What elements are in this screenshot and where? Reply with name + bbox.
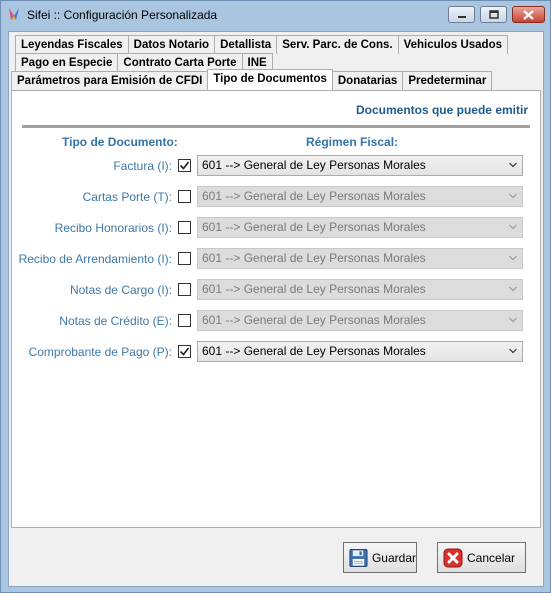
tab-ine[interactable]: INE bbox=[242, 53, 273, 72]
chevron-down-icon bbox=[509, 285, 517, 293]
regimen-fiscal-select[interactable] bbox=[197, 279, 523, 300]
floppy-disk-icon bbox=[348, 547, 369, 569]
tab-donatarias[interactable]: Donatarias bbox=[332, 71, 403, 90]
client-area bbox=[8, 31, 544, 587]
tab-vehiculos-usados[interactable]: Vehiculos Usados bbox=[398, 35, 508, 54]
minimize-button[interactable] bbox=[448, 6, 475, 23]
document-row bbox=[12, 186, 542, 208]
document-type-label: Notas de Crédito (E): bbox=[59, 314, 172, 328]
document-type-label: Recibo de Arrendamiento (I): bbox=[18, 252, 172, 266]
regimen-fiscal-value: 601 --> General de Ley Personas Morales bbox=[202, 251, 426, 265]
cancel-button[interactable] bbox=[437, 542, 526, 573]
document-enabled-checkbox[interactable] bbox=[178, 221, 191, 234]
document-type-label: Factura (I): bbox=[113, 159, 172, 173]
document-enabled-checkbox[interactable] bbox=[178, 283, 191, 296]
document-enabled-checkbox[interactable] bbox=[178, 159, 191, 172]
regimen-fiscal-value: 601 --> General de Ley Personas Morales bbox=[202, 158, 426, 172]
document-enabled-checkbox[interactable] bbox=[178, 252, 191, 265]
regimen-fiscal-value: 601 --> General de Ley Personas Morales bbox=[202, 344, 426, 358]
chevron-down-icon bbox=[509, 192, 517, 200]
regimen-fiscal-select[interactable] bbox=[197, 186, 523, 207]
column-header-regimen-fiscal: Régimen Fiscal: bbox=[306, 135, 399, 149]
save-button[interactable] bbox=[343, 542, 417, 573]
tab-contrato-carta-porte[interactable]: Contrato Carta Porte bbox=[117, 53, 242, 72]
chevron-down-icon bbox=[509, 347, 517, 355]
tab-predeterminar[interactable]: Predeterminar bbox=[402, 71, 492, 90]
document-row bbox=[12, 310, 542, 332]
title-bar[interactable] bbox=[1, 1, 550, 31]
tab-datos-notario[interactable]: Datos Notario bbox=[128, 35, 215, 54]
document-row bbox=[12, 217, 542, 239]
document-type-label: Recibo Honorarios (I): bbox=[54, 221, 172, 235]
tab-parametros-cfdi[interactable]: Parámetros para Emisión de CFDI bbox=[11, 71, 208, 90]
chevron-down-icon bbox=[509, 223, 517, 231]
panel-heading: Documentos que puede emitir bbox=[355, 103, 528, 117]
tab-detallista[interactable]: Detallista bbox=[214, 35, 277, 54]
document-row bbox=[12, 341, 542, 363]
regimen-fiscal-select[interactable] bbox=[197, 217, 523, 238]
checkmark-icon bbox=[179, 346, 190, 357]
chevron-down-icon bbox=[509, 254, 517, 262]
document-type-label: Cartas Porte (T): bbox=[82, 190, 172, 204]
tab-pago-en-especie[interactable]: Pago en Especie bbox=[15, 53, 118, 72]
window-title: Sifei :: Configuración Personalizada bbox=[27, 8, 218, 22]
minimize-icon bbox=[457, 11, 467, 19]
document-type-label: Notas de Cargo (I): bbox=[69, 283, 172, 297]
document-row bbox=[12, 279, 542, 301]
tab-row-3 bbox=[11, 71, 491, 90]
regimen-fiscal-select[interactable] bbox=[197, 155, 523, 176]
column-header-tipo-documento: Tipo de Documento: bbox=[62, 135, 178, 149]
regimen-fiscal-value: 601 --> General de Ley Personas Morales bbox=[202, 313, 426, 327]
maximize-icon bbox=[489, 10, 499, 19]
regimen-fiscal-select[interactable] bbox=[197, 341, 523, 362]
app-logo-icon bbox=[7, 7, 21, 21]
regimen-fiscal-value: 601 --> General de Ley Personas Morales bbox=[202, 282, 426, 296]
regimen-fiscal-select[interactable] bbox=[197, 248, 523, 269]
document-type-label: Comprobante de Pago (P): bbox=[28, 345, 172, 359]
chevron-down-icon bbox=[509, 161, 517, 169]
save-button-label: Guardar bbox=[371, 550, 416, 565]
tab-row-1 bbox=[15, 35, 507, 54]
close-icon bbox=[523, 10, 534, 20]
cancel-x-icon bbox=[442, 547, 464, 569]
document-row bbox=[12, 155, 542, 177]
document-row bbox=[12, 248, 542, 270]
document-enabled-checkbox[interactable] bbox=[178, 190, 191, 203]
tipo-documentos-panel bbox=[11, 90, 541, 528]
regimen-fiscal-value: 601 --> General de Ley Personas Morales bbox=[202, 220, 426, 234]
tab-leyendas-fiscales[interactable]: Leyendas Fiscales bbox=[15, 35, 129, 54]
regimen-fiscal-value: 601 --> General de Ley Personas Morales bbox=[202, 189, 426, 203]
checkmark-icon bbox=[179, 160, 190, 171]
chevron-down-icon bbox=[509, 316, 517, 324]
maximize-button[interactable] bbox=[480, 6, 507, 23]
cancel-button-label: Cancelar bbox=[467, 550, 516, 565]
tab-tipo-de-documentos[interactable]: Tipo de Documentos bbox=[207, 69, 333, 90]
regimen-fiscal-select[interactable] bbox=[197, 310, 523, 331]
divider bbox=[22, 125, 530, 128]
document-enabled-checkbox[interactable] bbox=[178, 345, 191, 358]
tab-serv-parc-cons[interactable]: Serv. Parc. de Cons. bbox=[276, 35, 398, 54]
close-window-button[interactable] bbox=[512, 6, 545, 23]
document-enabled-checkbox[interactable] bbox=[178, 314, 191, 327]
